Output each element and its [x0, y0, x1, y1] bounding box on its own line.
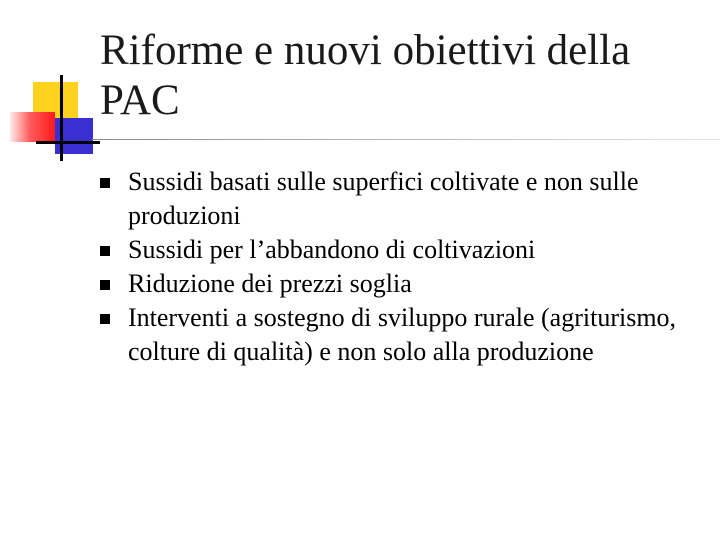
square-bullet-icon [100, 178, 110, 188]
slide-title: Riforme e nuovi obiettivi della PAC [100, 27, 631, 124]
list-item [100, 233, 700, 267]
square-bullet-icon [100, 314, 110, 324]
bullet-text: Interventi a sostegno di sviluppo rurale (agriturismo, colture di qualità) e non solo alla produzione [128, 303, 677, 366]
bullet-text: Sussidi per l’abbandono di coltivazioni [128, 235, 536, 264]
logo-vertical-line [60, 75, 63, 161]
logo-red-square [10, 112, 55, 142]
bullet-text: Riduzione dei prezzi soglia [128, 269, 412, 298]
list-item [100, 301, 700, 369]
bullet-text: Sussidi basati sulle superfici coltivate e non sulle produzioni [128, 167, 639, 230]
list-item [100, 267, 700, 301]
list-item [100, 165, 700, 233]
title-divider [92, 139, 720, 140]
square-bullet-icon [100, 280, 110, 290]
square-bullet-icon [100, 246, 110, 256]
logo-horizontal-line [36, 141, 100, 144]
bullet-list [100, 165, 700, 369]
